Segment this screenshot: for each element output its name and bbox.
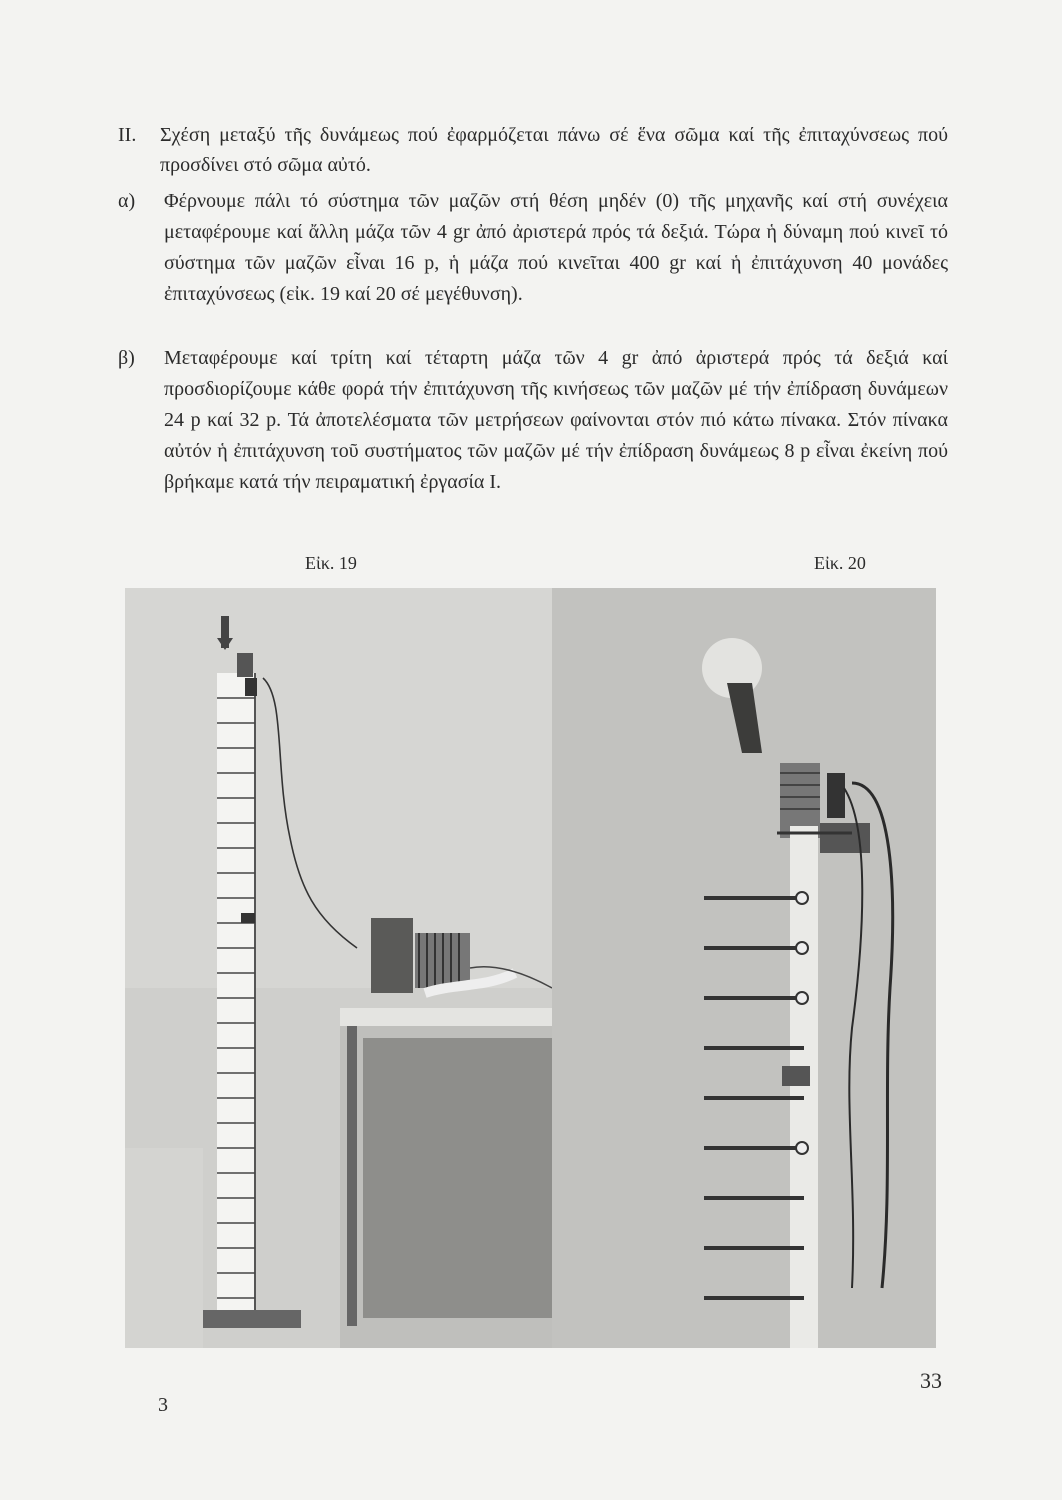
paragraph-b: [118, 343, 948, 498]
paragraph-text: Φέρνουμε πάλι τό σύστημα τῶν μαζῶν στή θέση μηδέν (0) τῆς μηχανῆς καί στή συνέχεια μεταφέρουμε καί ἄλλη μάζα τῶν 4 gr ἀπό ἀριστερά πρός τά δεξιά. Τώρα ἡ δύναμη πού κινεῖ τό σύστημα τῶν μαζῶν εἶναι 16 p, ἡ μάζα πού κινεῖται 400 gr καί ἡ ἐπιτάχυνση 40 μονάδες ἐπιταχύνσεως (εἰκ. 19 καί 20 σέ μεγέθυνση).: [164, 190, 948, 305]
column-base: [203, 1310, 301, 1328]
paragraph-label: α): [118, 190, 136, 212]
apparatus-photo: [125, 588, 552, 1348]
page-number: 33: [920, 1368, 942, 1393]
figure-20-photo: [552, 588, 936, 1348]
graduated-column: [217, 673, 255, 1318]
magnified-detail-photo: [552, 588, 936, 1348]
timer-device: [371, 918, 413, 993]
paragraph-a: [118, 186, 948, 310]
figure-20-caption: Εἰκ. 20: [814, 553, 866, 573]
section-title: Σχέση μεταξύ τῆς δυνάμεως πού ἐφαρμόζεται πάνω σέ ἕνα σῶμα καί τῆς ἐπιταχύνσεως πού προσδίνει στό σῶμα αὐτό.: [160, 124, 948, 176]
section-number: ΙΙ.: [118, 124, 137, 146]
figure-19-photo: [125, 588, 552, 1348]
paragraph-label: β): [118, 347, 135, 369]
signature-mark: 3: [158, 1394, 168, 1416]
figure-19-caption: Εἰκ. 19: [305, 553, 357, 573]
section-heading: [118, 120, 948, 180]
paragraph-text: Μεταφέρουμε καί τρίτη καί τέταρτη μάζα τῶν 4 gr ἀπό ἀριστερά πρός τά δεξιά καί προσδιορίζουμε κάθε φορά τήν ἐπιτάχυνση τῆς κινήσεως τῶν μαζῶν μέ τήν ἐπίδραση δυνάμεων 24 p καί 32 p. Τά ἀποτελέσματα τῶν μετρήσεων φαίνονται στόν πιό κάτω πίνακα. Στόν πίνακα αὐτόν ἡ ἐπιτάχυνση τοῦ συστήματος τῶν μαζῶν μέ τήν ἐπίδραση δυνάμεως 8 p εἶναι ἐκείνη πού βρήκαμε κατά τήν πειραματική ἐργασία Ι.: [164, 347, 948, 493]
